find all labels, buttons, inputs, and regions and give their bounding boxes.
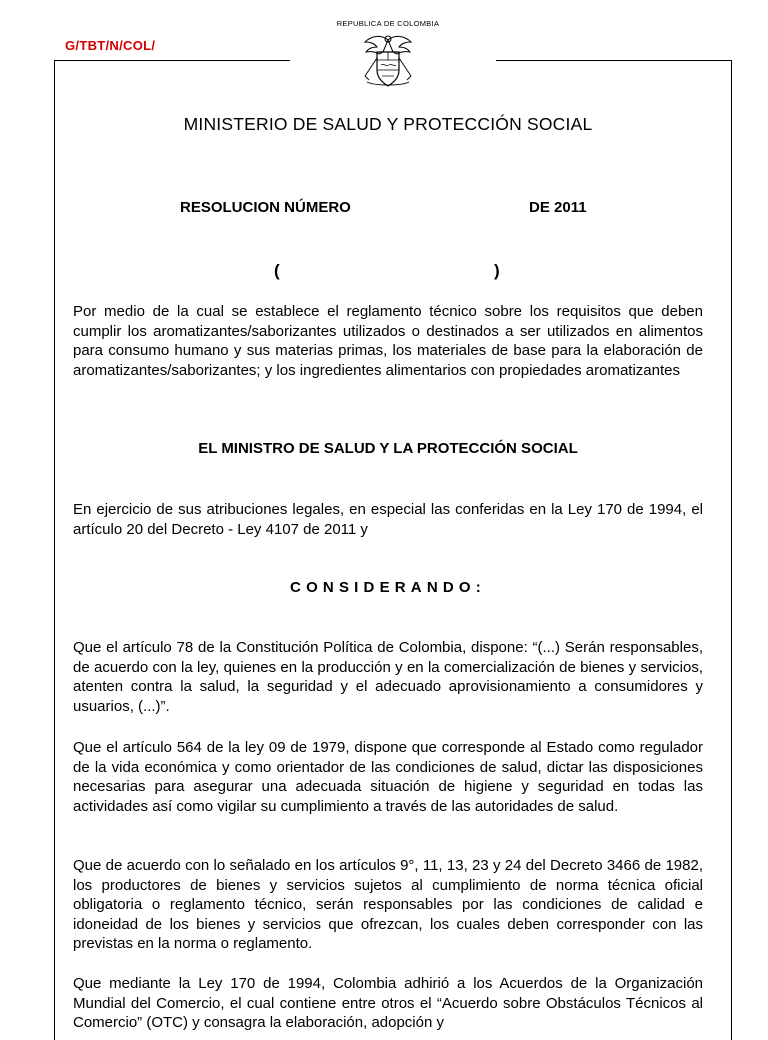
frame-right-border <box>731 60 732 1040</box>
ministry-title: MINISTERIO DE SALUD Y PROTECCIÓN SOCIAL <box>183 114 593 134</box>
considerando-paragraph-1: Que el artículo 78 de la Constitución Política de Colombia, dispone: “(...) Serán responsables, de acuerdo con la ley, quienes en la producción y en la comercialización de bienes y servicios, atenten contra la salud, la seguridad y el adecuado aprovisionamiento a consumidores y usuarios, (...)”. <box>73 639 703 715</box>
resolution-paren-open: ( <box>274 261 280 280</box>
exercise-paragraph: En ejercicio de sus atribuciones legales, en especial las conferidas en la Ley 170 de 1994, el artículo 20 del Decreto - Ley 4107 de 2011 y <box>73 501 703 538</box>
considerando-heading: CONSIDERANDO: <box>290 579 486 596</box>
considerando-paragraph-2: Que el artículo 564 de la ley 09 de 1979, dispone que corresponde al Estado como regulador de la vida económica y como orientador de las condiciones de salud, dictar las disposiciones necesarias para asegurar una adecuada situación de higiene y seguridad en todas las actividades así como vigilar su cumplimiento a través de las autoridades de salud. <box>73 739 703 815</box>
resolution-number-label: RESOLUCION NÚMERO <box>180 199 351 216</box>
document-code: G/TBT/N/COL/ <box>65 38 156 53</box>
frame-top-mid-border <box>80 60 290 61</box>
minister-heading: EL MINISTRO DE SALUD Y LA PROTECCIÓN SOCIAL <box>198 440 578 457</box>
colombia-coat-of-arms-icon <box>355 30 421 96</box>
republic-label: REPUBLICA DE COLOMBIA <box>336 19 440 28</box>
purpose-paragraph: Por medio de la cual se establece el reglamento técnico sobre los requisitos que deben cumplir los aromatizantes/saborizantes utilizados o destinados a ser utilizados en alimentos para consumo humano y sus materias primas, los materiales de base para la elaboración de aromatizantes/saborizantes; y los ingredientes alimentarios con propiedades aromatizantes <box>73 303 703 379</box>
resolution-year-label: DE 2011 <box>529 199 587 216</box>
frame-top-right-border <box>496 60 732 61</box>
frame-left-border <box>54 60 55 1040</box>
considerando-paragraph-3: Que de acuerdo con lo señalado en los artículos 9°, 11, 13, 23 y 24 del Decreto 3466 de 1982, los productores de bienes y servicios sujetos al cumplimiento de norma técnica oficial obligatoria o reglamento técnico, serán responsables por las condiciones de calidad e idoneidad de los bienes y servicios que ofrezcan, los cuales deben corresponder con las previstas en la norma o reglamento. <box>73 857 703 953</box>
considerando-paragraph-4: Que mediante la Ley 170 de 1994, Colombia adhirió a los Acuerdos de la Organización Mundial del Comercio, el cual contiene entre otros el “Acuerdo sobre Obstáculos Técnicos al Comercio” (OTC) y consagra la elaboración, adopción y <box>73 975 703 1032</box>
resolution-paren-close: ) <box>494 261 500 280</box>
frame-top-left-border <box>54 60 80 61</box>
